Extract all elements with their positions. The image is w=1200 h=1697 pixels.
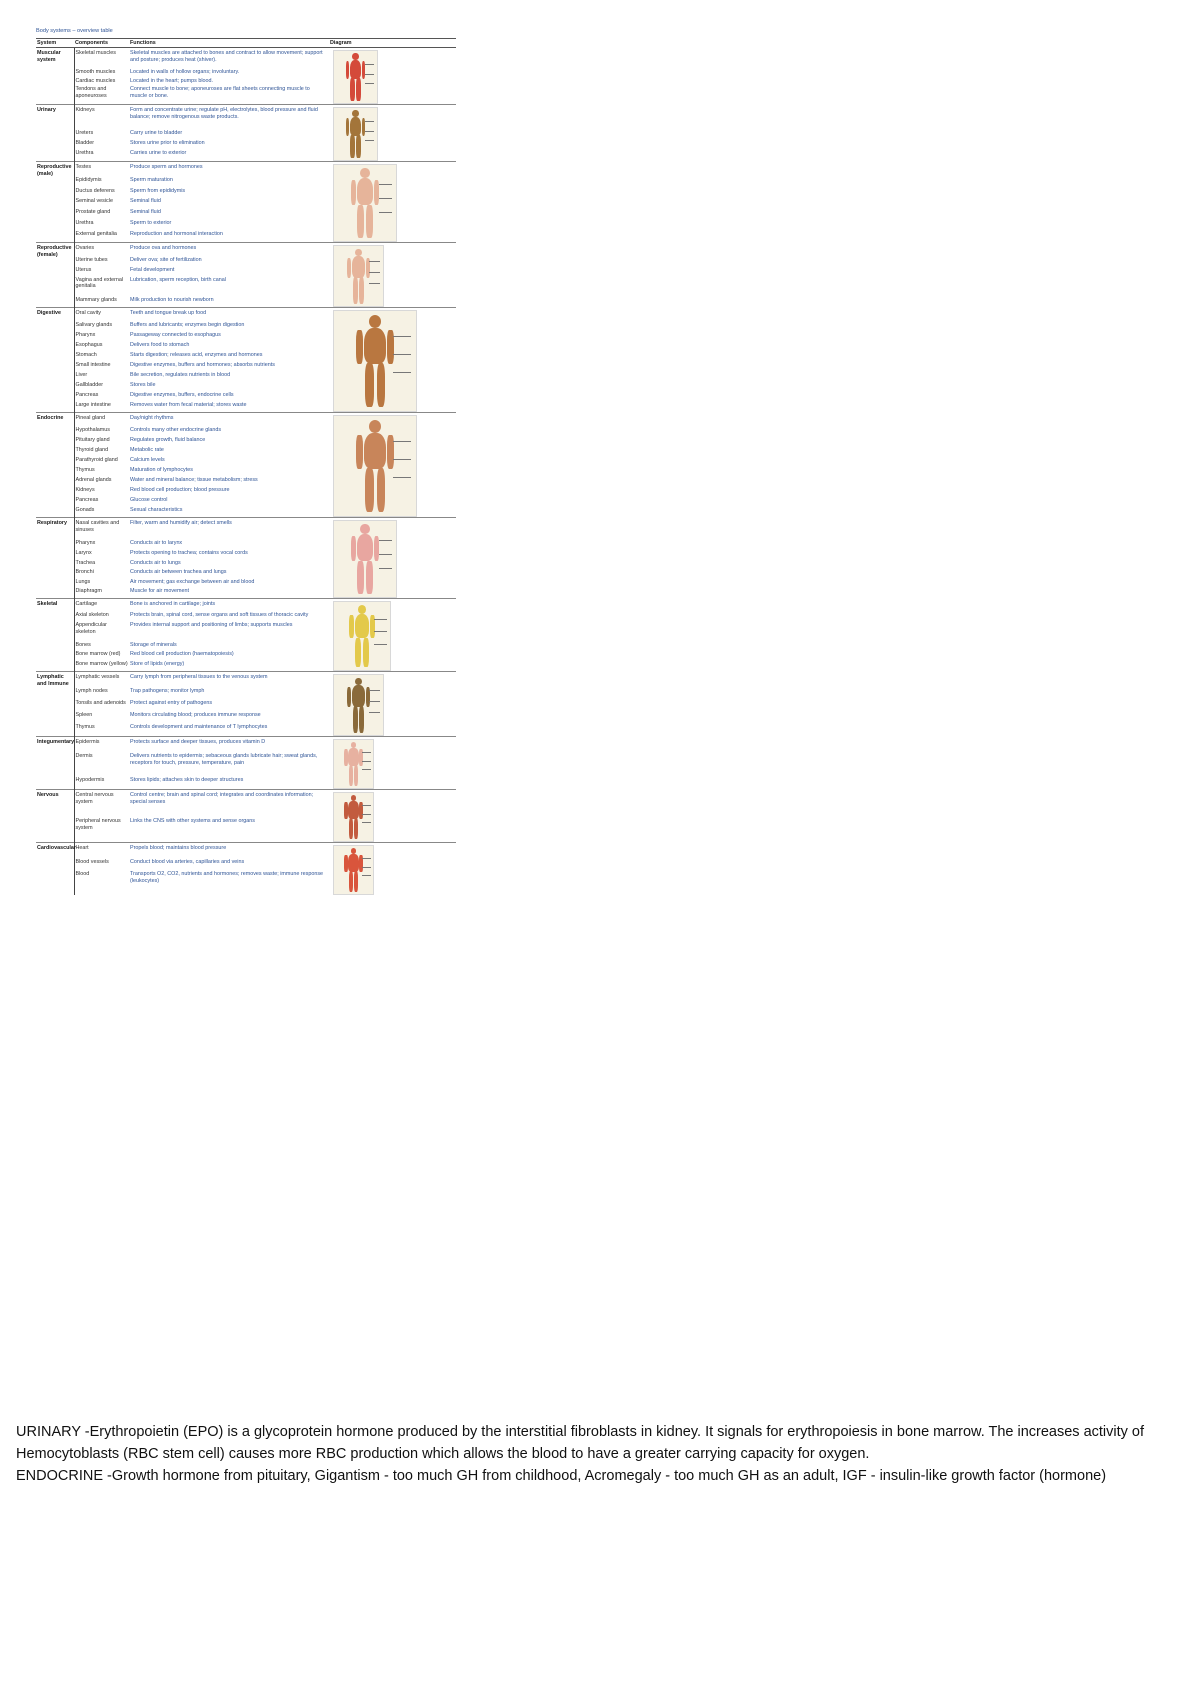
- figure-head: [360, 524, 369, 534]
- figure-arm-left: [346, 61, 350, 79]
- component-name: Hypothalamus: [75, 426, 110, 433]
- component-name: Pancreas: [75, 496, 99, 503]
- component-name: Testes: [74, 162, 129, 177]
- component-function: Located in walls of hollow organs; involuntary.: [130, 68, 240, 75]
- system-name: Digestive: [36, 308, 74, 413]
- sheet-title: Body systems – overview table: [36, 28, 113, 34]
- component-function: Produce sperm and hormones: [129, 162, 329, 177]
- system-name: Skeletal: [36, 599, 74, 672]
- component-function: Passageway connected to esophagus: [130, 331, 221, 338]
- component-name: Ovaries: [74, 243, 129, 257]
- component-name: Diaphragm: [75, 588, 102, 595]
- component-name: Bladder: [75, 139, 95, 146]
- anatomy-figure-image: [333, 520, 397, 598]
- component-function: Red blood cell production; blood pressure: [130, 486, 230, 493]
- figure-leg-left: [349, 765, 353, 786]
- component-function: Links the CNS with other systems and sense organs: [130, 817, 255, 824]
- component-name: Pancreas: [75, 391, 99, 398]
- component-name: Lungs: [75, 578, 91, 585]
- component-function: Seminal fluid: [130, 198, 161, 205]
- anatomy-figure-image: [333, 310, 417, 412]
- system-diagram: [329, 105, 456, 162]
- component-name: Bronchi: [75, 569, 94, 576]
- figure-torso: [364, 433, 386, 469]
- figure-leg-right: [354, 765, 358, 786]
- system-diagram: [329, 599, 456, 672]
- figure-leg-right: [359, 277, 364, 303]
- figure-arm-left: [344, 802, 347, 818]
- figure-label-line: [362, 814, 371, 815]
- system-name: Integumentary: [36, 737, 74, 790]
- component-function: Stores bile: [130, 381, 156, 388]
- component-name: Mammary glands: [75, 296, 117, 303]
- header-functions: Functions: [129, 38, 329, 48]
- figure-arm-left: [347, 687, 351, 707]
- component-function: Sexual characteristics: [130, 506, 183, 513]
- component-function: Storage of minerals: [130, 641, 177, 648]
- figure-label-line: [379, 568, 393, 569]
- component-function: Bile secretion, regulates nutrients in blood: [130, 371, 231, 378]
- table-row: [36, 162, 456, 177]
- system-name: Respiratory: [36, 518, 74, 599]
- component-name: Gonads: [75, 506, 95, 513]
- system-name: Nervous: [36, 790, 74, 843]
- figure-torso: [352, 256, 365, 278]
- figure-torso: [357, 178, 374, 205]
- component-function: Sperm to exterior: [130, 220, 172, 227]
- figure-leg-right: [377, 468, 386, 512]
- component-name: Seminal vesicle: [75, 198, 113, 205]
- component-function: Propels blood; maintains blood pressure: [129, 843, 329, 860]
- figure-arm-left: [351, 180, 356, 206]
- figure-label-line: [374, 619, 386, 620]
- figure-leg-right: [366, 561, 372, 594]
- component-name: Pituitary gland: [75, 436, 110, 443]
- component-function: Controls development and maintenance of T lymphocytes: [130, 723, 268, 730]
- figure-leg-right: [359, 706, 364, 732]
- system-name: Muscular system: [36, 48, 74, 105]
- component-name: Pineal gland: [74, 413, 129, 427]
- component-function: Protects opening to trachea; contains vocal cords: [130, 550, 248, 557]
- table-row: [36, 48, 456, 69]
- figure-label-line: [393, 354, 411, 355]
- component-function: Digestive enzymes, buffers and hormones; absorbs nutrients: [130, 361, 275, 368]
- system-diagram: [329, 672, 456, 737]
- figure-arm-left: [344, 749, 347, 765]
- figure-label-line: [362, 761, 371, 762]
- component-function: Carry urine to bladder: [130, 129, 183, 136]
- figure-leg-right: [354, 871, 358, 892]
- figure-label-line: [379, 554, 393, 555]
- figure-label-line: [365, 131, 374, 132]
- component-function: Calcium levels: [130, 456, 165, 463]
- component-name: Epidermis: [74, 737, 129, 753]
- component-function: Filter, warm and humidify air; detect smells: [129, 518, 329, 541]
- system-diagram: [329, 243, 456, 308]
- component-function: Regulates growth, fluid balance: [130, 436, 206, 443]
- component-name: Smooth muscles: [75, 68, 116, 75]
- system-diagram: [329, 518, 456, 599]
- component-name: External genitalia: [75, 230, 117, 237]
- anatomy-figure-image: [333, 601, 391, 671]
- figure-torso: [352, 685, 365, 707]
- figure-label-line: [369, 701, 380, 702]
- component-function: Provides internal support and positioning of limbs; supports muscles: [130, 621, 293, 628]
- component-name: Heart: [74, 843, 129, 860]
- component-name: Bone marrow (red): [75, 651, 121, 658]
- component-name: Skeletal muscles: [74, 48, 129, 69]
- component-name: Blood vessels: [75, 859, 109, 866]
- component-name: Central nervous system: [74, 790, 129, 818]
- system-diagram: [329, 843, 456, 896]
- component-name: Salivary glands: [75, 321, 113, 328]
- component-function: Seminal fluid: [130, 209, 161, 216]
- component-name: Liver: [75, 371, 88, 378]
- component-name: Nasal cavities and sinuses: [74, 518, 129, 541]
- component-function: Maturation of lymphocytes: [130, 466, 193, 473]
- figure-label-line: [365, 121, 374, 122]
- component-function: Teeth and tongue break up food: [129, 308, 329, 322]
- component-name: Urethra: [75, 150, 94, 157]
- component-function: Carry lymph from peripheral tissues to the venous system: [129, 672, 329, 688]
- anatomy-figure-image: [333, 845, 374, 895]
- table-header-row: [36, 38, 456, 48]
- figure-label-line: [362, 858, 371, 859]
- component-function: Trap pathogens; monitor lymph: [130, 688, 205, 695]
- system-diagram: [329, 413, 456, 518]
- figure-leg-right: [356, 135, 360, 158]
- component-name: Small intestine: [75, 361, 111, 368]
- figure-label-line: [379, 540, 393, 541]
- component-function: Buffers and lubricants; enzymes begin digestion: [130, 321, 245, 328]
- figure-leg-left: [349, 818, 353, 839]
- component-function: Skeletal muscles are attached to bones and contract to allow movement; support and posture; produces heat (shiver).: [129, 48, 329, 69]
- component-function: Digestive enzymes, buffers, endocrine cells: [130, 391, 234, 398]
- system-diagram: [329, 308, 456, 413]
- header-diagram: Diagram: [329, 38, 456, 48]
- figure-torso: [364, 328, 386, 364]
- figure-label-line: [393, 336, 411, 337]
- anatomy-figure-image: [333, 674, 384, 736]
- component-name: Blood: [75, 871, 90, 878]
- figure-label-line: [379, 184, 393, 185]
- anatomy-figure-image: [333, 415, 417, 517]
- figure-leg-left: [349, 871, 353, 892]
- component-function: Conduct blood via arteries, capillaries and veins: [130, 859, 245, 866]
- component-name: Urethra: [75, 220, 94, 227]
- component-name: Bones: [75, 641, 91, 648]
- figure-arm-left: [356, 330, 363, 364]
- figure-head: [352, 53, 358, 60]
- figure-label-line: [369, 690, 380, 691]
- component-function: Red blood cell production (haematopoiesis): [130, 651, 234, 658]
- figure-head: [355, 678, 362, 686]
- table-row: [36, 413, 456, 427]
- component-name: Peripheral nervous system: [75, 817, 121, 831]
- figure-leg-right: [354, 818, 358, 839]
- figure-head: [355, 249, 362, 257]
- figure-torso: [348, 748, 359, 765]
- system-name: Urinary: [36, 105, 74, 162]
- component-name: Thyroid gland: [75, 446, 109, 453]
- figure-torso: [350, 60, 361, 79]
- component-function: Transports O2, CO2, nutrients and hormones; removes waste; immune response (leukocytes): [130, 871, 324, 884]
- system-diagram: [329, 790, 456, 843]
- component-function: Bone is anchored in cartilage; joints: [129, 599, 329, 613]
- component-function: Water and mineral balance; tissue metabolism; stress: [130, 476, 258, 483]
- component-function: Delivers food to stomach: [130, 341, 190, 348]
- figure-label-line: [379, 212, 393, 213]
- figure-arm-left: [344, 855, 347, 871]
- figure-label-line: [369, 272, 380, 273]
- figure-label-line: [362, 769, 371, 770]
- figure-leg-left: [353, 277, 358, 303]
- component-name: Parathyroid gland: [75, 456, 118, 463]
- figure-label-line: [393, 372, 411, 373]
- note-endocrine: ENDOCRINE -Growth hormone from pituitary, Gigantism - too much GH from childhood, Acromegaly - too much GH as an adult, IGF - insulin-like growth factor (hormone): [16, 1468, 1107, 1484]
- table-row: [36, 105, 456, 130]
- component-name: Dermis: [75, 753, 93, 760]
- component-name: Pharynx: [75, 331, 96, 338]
- figure-leg-left: [365, 468, 374, 512]
- figure-label-line: [362, 875, 371, 876]
- header-components: Components: [74, 38, 129, 48]
- component-function: Carries urine to exterior: [130, 150, 187, 157]
- anatomy-figure-image: [333, 245, 384, 307]
- table-row: [36, 308, 456, 322]
- component-function: Controls many other endocrine glands: [130, 426, 222, 433]
- component-function: Conducts air to larynx: [130, 540, 183, 547]
- component-name: Stomach: [75, 351, 97, 358]
- component-function: Delivers nutrients to epidermis; sebaceous glands lubricate hair; sweat glands, receptors for touch, pressure, temperature, pain: [130, 753, 318, 766]
- component-name: Tendons and aponeuroses: [75, 86, 107, 99]
- figure-label-line: [362, 752, 371, 753]
- component-function: Lubrication, sperm reception, birth canal: [130, 276, 226, 283]
- figure-label-line: [369, 712, 380, 713]
- component-name: Tonsils and adenoids: [75, 700, 126, 707]
- table-row: [36, 243, 456, 257]
- component-function: Connect muscle to bone; aponeuroses are flat sheets connecting muscle to muscle or bone.: [130, 86, 310, 99]
- anatomy-figure-image: [333, 164, 397, 242]
- figure-label-line: [374, 631, 386, 632]
- component-function: Produce ova and hormones: [129, 243, 329, 257]
- figure-leg-right: [363, 638, 369, 668]
- figure-label-line: [365, 74, 374, 75]
- header-system: System: [36, 38, 74, 48]
- component-function: Protects brain, spinal cord, sense organs and soft tissues of thoracic cavity: [130, 612, 309, 619]
- component-name: Ductus deferens: [75, 187, 115, 194]
- component-name: Uterus: [75, 266, 92, 273]
- system-name: Lymphatic and Immune: [36, 672, 74, 737]
- figure-leg-left: [365, 363, 374, 407]
- component-name: Ureters: [75, 129, 94, 136]
- component-function: Located in the heart; pumps blood.: [130, 77, 214, 84]
- figure-leg-left: [353, 706, 358, 732]
- component-name: Vagina and external genitalia: [75, 276, 124, 290]
- figure-leg-left: [350, 135, 354, 158]
- component-name: Spleen: [75, 711, 93, 718]
- component-function: Metabolic rate: [130, 446, 164, 453]
- component-function: Monitors circulating blood; produces immune response: [130, 711, 261, 718]
- component-function: Protect against entry of pathogens: [130, 700, 213, 707]
- component-function: Sperm from epididymis: [130, 187, 186, 194]
- component-name: Kidneys: [75, 486, 95, 493]
- table-row: [36, 843, 456, 860]
- figure-head: [369, 315, 381, 328]
- component-function: Store of lipids (energy): [130, 661, 185, 668]
- component-function: Conducts air between trachea and lungs: [130, 569, 227, 576]
- component-name: Pharynx: [75, 540, 96, 547]
- component-name: Esophagus: [75, 341, 103, 348]
- figure-label-line: [365, 140, 374, 141]
- figure-leg-left: [350, 78, 354, 101]
- component-name: Oral cavity: [74, 308, 129, 322]
- figure-label-line: [374, 644, 386, 645]
- figure-arm-left: [347, 258, 351, 278]
- component-function: Stores lipids; attaches skin to deeper structures: [130, 776, 244, 783]
- component-name: Cartilage: [74, 599, 129, 613]
- figure-torso: [348, 801, 359, 818]
- component-name: Thymus: [75, 466, 95, 473]
- figure-leg-right: [366, 205, 372, 238]
- component-function: Stores urine prior to elimination: [130, 139, 205, 146]
- figure-torso: [355, 614, 370, 638]
- component-function: Milk production to nourish newborn: [130, 296, 214, 303]
- system-diagram: [329, 162, 456, 243]
- figure-label-line: [369, 283, 380, 284]
- figure-torso: [357, 534, 374, 561]
- component-function: Protects surface and deeper tissues, produces vitamin D: [129, 737, 329, 753]
- component-function: Fetal development: [130, 266, 175, 273]
- table-row: [36, 672, 456, 688]
- component-function: Day/night rhythms: [129, 413, 329, 427]
- component-name: Lymphatic vessels: [74, 672, 129, 688]
- component-name: Prostate gland: [75, 209, 111, 216]
- component-name: Bone marrow (yellow): [75, 661, 128, 668]
- component-name: Epididymis: [75, 176, 102, 183]
- system-name: Cardiovascular: [36, 843, 74, 896]
- table-row: [36, 737, 456, 753]
- figure-arm-left: [346, 118, 350, 136]
- component-function: Reproduction and hormonal interaction: [130, 230, 223, 237]
- system-name: Reproductive (male): [36, 162, 74, 243]
- figure-arm-left: [349, 615, 354, 638]
- figure-label-line: [393, 477, 411, 478]
- component-function: Air movement; gas exchange between air and blood: [130, 578, 255, 585]
- figure-leg-left: [357, 561, 363, 594]
- component-function: Sperm maturation: [130, 176, 173, 183]
- figure-leg-left: [357, 205, 363, 238]
- table-row: [36, 790, 456, 818]
- component-function: Muscle for air movement: [130, 588, 190, 595]
- figure-label-line: [393, 459, 411, 460]
- notes-section: [16, 1421, 1186, 1487]
- reference-sheet: [36, 28, 456, 895]
- figure-arm-left: [356, 435, 363, 469]
- component-name: Large intestine: [75, 401, 111, 408]
- figure-torso: [350, 117, 361, 136]
- component-name: Gallbladder: [75, 381, 104, 388]
- system-diagram: [329, 48, 456, 105]
- figure-label-line: [362, 805, 371, 806]
- figure-label-line: [365, 64, 374, 65]
- component-name: Thymus: [75, 723, 95, 730]
- anatomy-figure-image: [333, 50, 378, 104]
- component-function: Removes water from fecal material; stores waste: [130, 401, 247, 408]
- figure-label-line: [393, 441, 411, 442]
- figure-head: [360, 168, 369, 178]
- figure-leg-right: [377, 363, 386, 407]
- component-name: Cardiac muscles: [75, 77, 116, 84]
- note-urinary: URINARY -Erythropoietin (EPO) is a glycoprotein hormone produced by the interstitial fibroblasts in kidney. It signals for erythropoiesis in bone marrow. The increases activity of Hemocytoblasts (RBC stem cell) causes more RBC production which allows the blood to have a greater carrying capacity for oxygen.: [16, 1424, 1145, 1462]
- system-name: Endocrine: [36, 413, 74, 518]
- component-name: Adrenal glands: [75, 476, 112, 483]
- component-name: Axial skeleton: [75, 612, 109, 619]
- figure-label-line: [369, 261, 380, 262]
- figure-label-line: [365, 83, 374, 84]
- table-row: [36, 599, 456, 613]
- component-name: Kidneys: [74, 105, 129, 130]
- table-row: [36, 518, 456, 541]
- figure-torso: [348, 854, 359, 871]
- component-name: Lymph nodes: [75, 688, 108, 695]
- figure-label-line: [379, 198, 393, 199]
- figure-head: [369, 420, 381, 433]
- body-systems-table: [36, 38, 456, 896]
- component-function: Deliver ova; site of fertilization: [130, 256, 202, 263]
- figure-arm-left: [351, 536, 356, 562]
- component-function: Control centre; brain and spinal cord; integrates and coordinates information; special senses: [129, 790, 329, 818]
- figure-head: [352, 110, 358, 117]
- figure-label-line: [362, 867, 371, 868]
- component-name: Appendicular skeleton: [75, 621, 107, 635]
- component-function: Glucose control: [130, 496, 168, 503]
- system-diagram: [329, 737, 456, 790]
- figure-leg-left: [355, 638, 361, 668]
- figure-head: [358, 605, 366, 614]
- component-name: Trachea: [75, 559, 96, 566]
- component-function: Conducts air to lungs: [130, 559, 181, 566]
- table-body: [36, 48, 456, 896]
- figure-leg-right: [356, 78, 360, 101]
- anatomy-figure-image: [333, 739, 374, 789]
- component-name: Hypodermis: [75, 776, 105, 783]
- component-function: Starts digestion; releases acid, enzymes and hormones: [130, 351, 263, 358]
- component-name: Uterine tubes: [75, 256, 108, 263]
- figure-label-line: [362, 822, 371, 823]
- anatomy-figure-image: [333, 107, 378, 161]
- system-name: Reproductive (female): [36, 243, 74, 308]
- anatomy-figure-image: [333, 792, 374, 842]
- component-name: Larynx: [75, 550, 92, 557]
- component-function: Form and concentrate urine; regulate pH, electrolytes, blood pressure and fluid balance; remove nitrogenous waste products.: [129, 105, 329, 130]
